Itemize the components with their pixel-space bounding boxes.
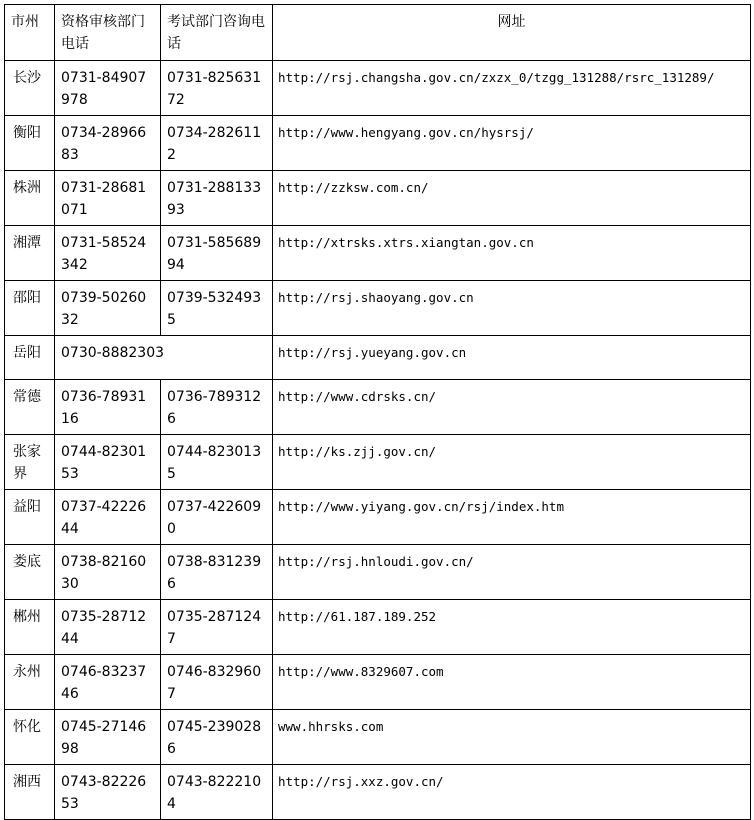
exam-phone-cell: 0745-2390286 [161, 710, 273, 765]
url-cell[interactable]: http://rsj.changsha.gov.cn/zxzx_0/tzgg_131288/rsrc_131289/ [273, 61, 751, 116]
url-cell[interactable]: http://xtrsks.xtrs.xiangtan.gov.cn [273, 226, 751, 281]
url-cell[interactable]: http://rsj.yueyang.gov.cn [273, 336, 751, 380]
city-cell: 岳阳 [5, 336, 55, 380]
city-cell: 株洲 [5, 171, 55, 226]
exam-phone-cell: 0734-2826112 [161, 116, 273, 171]
url-cell[interactable]: http://rsj.hnloudi.gov.cn/ [273, 545, 751, 600]
table-row [5, 336, 751, 380]
url-cell[interactable]: http://rsj.xxz.gov.cn/ [273, 765, 751, 820]
header-city: 市州 [5, 5, 55, 61]
table-header-row [5, 5, 751, 61]
review-phone-cell: 0739-5026032 [55, 281, 161, 336]
header-review-phone: 资格审核部门电话 [55, 5, 161, 61]
url-cell[interactable]: http://www.yiyang.gov.cn/rsj/index.htm [273, 490, 751, 545]
exam-phone-cell: 0743-8222104 [161, 765, 273, 820]
exam-phone-cell: 0736-7893126 [161, 380, 273, 435]
table-row [5, 600, 751, 655]
review-phone-cell: 0737-4222644 [55, 490, 161, 545]
city-cell: 长沙 [5, 61, 55, 116]
exam-phone-cell: 0744-8230135 [161, 435, 273, 490]
url-cell[interactable]: http://www.8329607.com [273, 655, 751, 710]
merged-phone-cell: 0730-8882303 [55, 336, 273, 380]
review-phone-cell: 0736-7893116 [55, 380, 161, 435]
review-phone-cell: 0735-2871244 [55, 600, 161, 655]
city-cell: 益阳 [5, 490, 55, 545]
review-phone-cell: 0745-2714698 [55, 710, 161, 765]
review-phone-cell: 0744-8230153 [55, 435, 161, 490]
table-row [5, 226, 751, 281]
city-cell: 常德 [5, 380, 55, 435]
table-row [5, 171, 751, 226]
exam-phone-cell: 0746-8329607 [161, 655, 273, 710]
table-row [5, 710, 751, 765]
city-cell: 娄底 [5, 545, 55, 600]
city-cell: 衡阳 [5, 116, 55, 171]
table-row [5, 765, 751, 820]
table-row [5, 435, 751, 490]
table-row [5, 655, 751, 710]
url-cell[interactable]: http://www.cdrsks.cn/ [273, 380, 751, 435]
review-phone-cell: 0731-58524342 [55, 226, 161, 281]
review-phone-cell: 0734-2896683 [55, 116, 161, 171]
table-row [5, 281, 751, 336]
exam-phone-cell: 0731-28813393 [161, 171, 273, 226]
city-cell: 湘潭 [5, 226, 55, 281]
city-cell: 郴州 [5, 600, 55, 655]
exam-phone-cell: 0738-8312396 [161, 545, 273, 600]
exam-phone-cell: 0737-4226090 [161, 490, 273, 545]
header-url: 网址 [273, 5, 751, 61]
url-cell[interactable]: www.hhrsks.com [273, 710, 751, 765]
city-cell: 湘西 [5, 765, 55, 820]
exam-phone-cell: 0735-2871247 [161, 600, 273, 655]
exam-phone-cell: 0739-5324935 [161, 281, 273, 336]
url-cell[interactable]: http://www.hengyang.gov.cn/hysrsj/ [273, 116, 751, 171]
table-row [5, 116, 751, 171]
review-phone-cell: 0746-8323746 [55, 655, 161, 710]
table-row [5, 545, 751, 600]
exam-phone-cell: 0731-82563172 [161, 61, 273, 116]
url-cell[interactable]: http://zzksw.com.cn/ [273, 171, 751, 226]
header-exam-phone: 考试部门咨询电话 [161, 5, 273, 61]
url-cell[interactable]: http://61.187.189.252 [273, 600, 751, 655]
exam-phone-cell: 0731-58568994 [161, 226, 273, 281]
city-cell: 邵阳 [5, 281, 55, 336]
review-phone-cell: 0738-8216030 [55, 545, 161, 600]
url-cell[interactable]: http://ks.zjj.gov.cn/ [273, 435, 751, 490]
city-cell: 张家界 [5, 435, 55, 490]
table-row [5, 380, 751, 435]
review-phone-cell: 0743-8222653 [55, 765, 161, 820]
table-row [5, 490, 751, 545]
table-row [5, 61, 751, 116]
contact-table [4, 4, 751, 820]
review-phone-cell: 0731-84907978 [55, 61, 161, 116]
city-cell: 怀化 [5, 710, 55, 765]
review-phone-cell: 0731-28681071 [55, 171, 161, 226]
url-cell[interactable]: http://rsj.shaoyang.gov.cn [273, 281, 751, 336]
city-cell: 永州 [5, 655, 55, 710]
